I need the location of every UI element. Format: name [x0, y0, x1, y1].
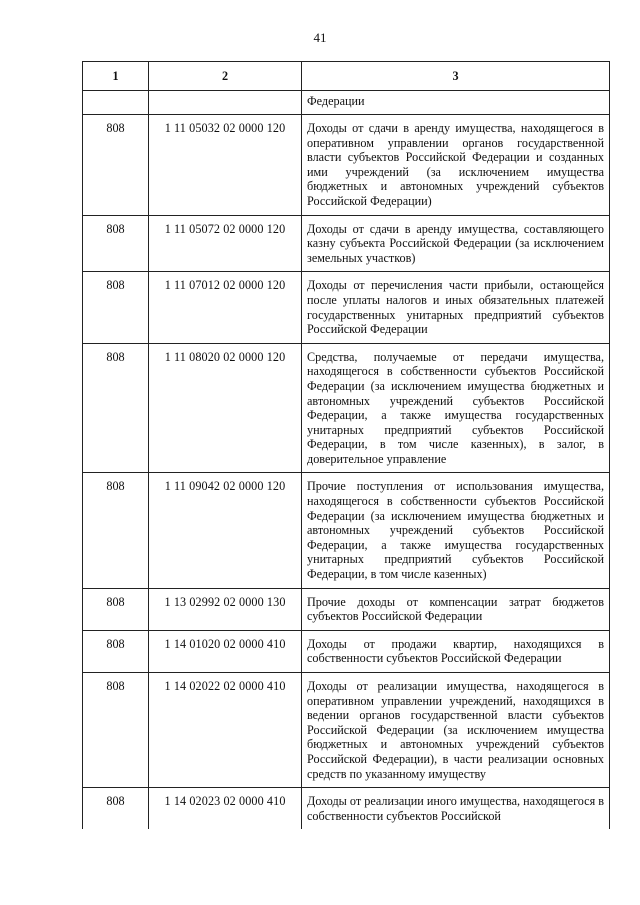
- description-cell: Доходы от продажи квартир, находящихся в собственности субъектов Российской Федерации: [302, 630, 610, 672]
- table-header-row: [83, 62, 610, 91]
- table-row: [83, 473, 610, 588]
- description-cell: Доходы от реализации имущества, находящегося в оперативном управлении учреждений, находящихся в ведении органов государственной власти субъектов Российской Федерации (за исключением имущества бюджетных и автономных учреждений субъектов Российской Федерации), в части реализации основных средств по указанному имуществу: [302, 673, 610, 788]
- page-number: 41: [313, 30, 327, 45]
- table-row: [83, 115, 610, 216]
- admin-code-cell: 808: [83, 272, 149, 343]
- table-row: [83, 343, 610, 473]
- column-header-3: 3: [302, 62, 610, 91]
- admin-code-cell: 808: [83, 630, 149, 672]
- description-cell: Доходы от реализации иного имущества, находящегося в собственности субъектов Российской: [302, 788, 610, 830]
- description-cell: Доходы от сдачи в аренду имущества, составляющего казну субъекта Российской Федерации (за исключением земельных участков): [302, 215, 610, 272]
- admin-code-cell: 808: [83, 343, 149, 473]
- description-cell: Доходы от перечисления части прибыли, остающейся после уплаты налогов и иных обязательных платежей государственных унитарных предприятий субъектов Российской Федерации: [302, 272, 610, 343]
- table-row: [83, 215, 610, 272]
- revenue-code-cell: 1 11 09042 02 0000 120: [149, 473, 302, 588]
- description-cell: Доходы от сдачи в аренду имущества, находящегося в оперативном управлении органов государственной власти субъектов Российской Федерации и созданных ими учреждений (за исключением имущества бюджетных и автономных учреждений субъектов Российской Федерации): [302, 115, 610, 216]
- admin-code-cell: 808: [83, 215, 149, 272]
- revenue-code-cell: 1 11 08020 02 0000 120: [149, 343, 302, 473]
- admin-code-cell: 808: [83, 473, 149, 588]
- admin-code-cell: 808: [83, 788, 149, 830]
- table-row: [83, 272, 610, 343]
- description-cell: Федерации: [302, 91, 610, 115]
- revenue-code-cell: 1 11 05072 02 0000 120: [149, 215, 302, 272]
- revenue-code-cell: 1 14 02022 02 0000 410: [149, 673, 302, 788]
- revenue-codes-table: [82, 61, 610, 829]
- revenue-code-cell: 1 14 02023 02 0000 410: [149, 788, 302, 830]
- table-row-continuation: [83, 91, 610, 115]
- revenue-code-cell: 1 13 02992 02 0000 130: [149, 588, 302, 630]
- description-cell: Прочие поступления от использования имущества, находящегося в собственности субъектов Российской Федерации (за исключением имущества бюджетных и автономных учреждений субъектов Российской Федерации, а также имущества государственных унитарных предприятий субъектов Российской Федерации, в том числе казенных): [302, 473, 610, 588]
- table-row: [83, 588, 610, 630]
- revenue-code-cell: 1 14 01020 02 0000 410: [149, 630, 302, 672]
- admin-code-cell: 808: [83, 115, 149, 216]
- column-header-2: 2: [149, 62, 302, 91]
- table-row: [83, 788, 610, 830]
- admin-code-cell: 808: [83, 588, 149, 630]
- revenue-code-cell: [149, 91, 302, 115]
- table-row: [83, 673, 610, 788]
- revenue-code-cell: 1 11 05032 02 0000 120: [149, 115, 302, 216]
- description-cell: Прочие доходы от компенсации затрат бюджетов субъектов Российской Федерации: [302, 588, 610, 630]
- description-cell: Средства, получаемые от передачи имущества, находящегося в собственности субъектов Российской Федерации (за исключением имущества бюджетных и автономных учреждений субъектов Российской Федерации, а также имущества государственных унитарных предприятий субъектов Российской Федерации, в том числе казенных), в залог, в доверительное управление: [302, 343, 610, 473]
- table-row: [83, 630, 610, 672]
- revenue-code-cell: 1 11 07012 02 0000 120: [149, 272, 302, 343]
- column-header-1: 1: [83, 62, 149, 91]
- admin-code-cell: 808: [83, 673, 149, 788]
- admin-code-cell: [83, 91, 149, 115]
